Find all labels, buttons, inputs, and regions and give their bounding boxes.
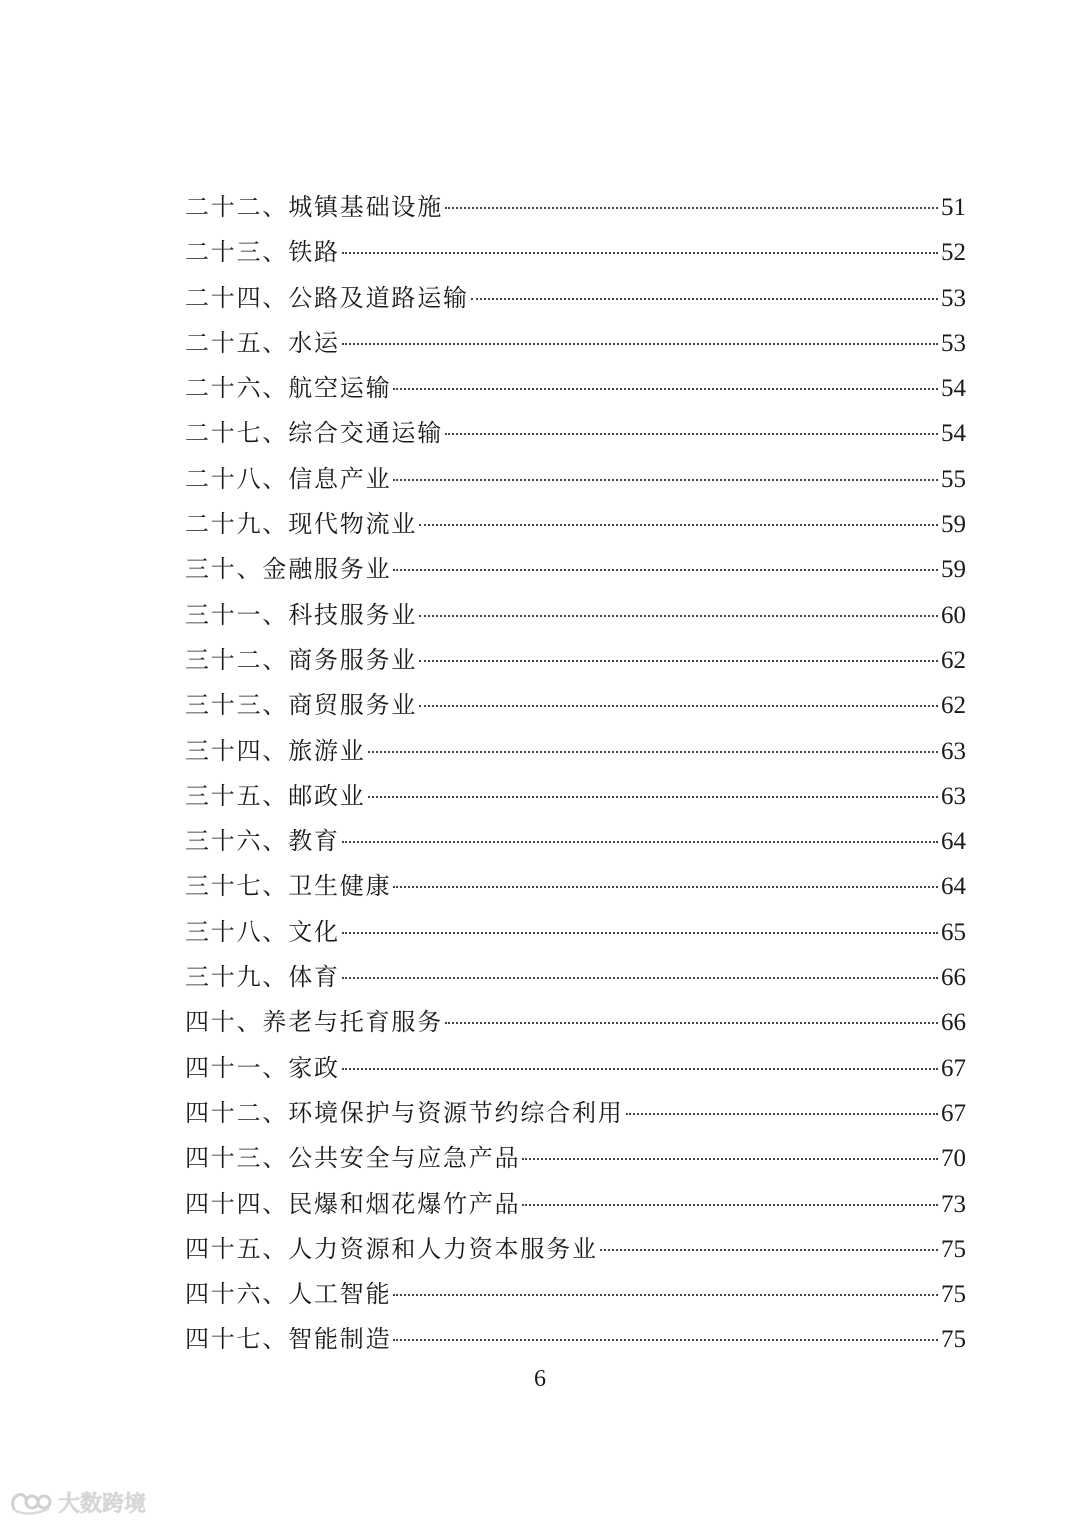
toc-leader-dots: [342, 1068, 938, 1070]
toc-entry-title: 四十三、公共安全与应急产品: [185, 1144, 521, 1173]
toc-leader-dots: [393, 479, 938, 481]
toc-entry-title: 三十七、卫生健康: [185, 872, 392, 901]
toc-entry[interactable]: [185, 1091, 966, 1136]
toc-entry-title: 三十三、商贸服务业: [185, 691, 418, 720]
toc-leader-dots: [393, 569, 938, 571]
toc-leader-dots: [393, 1294, 938, 1296]
toc-entry-page: 51: [941, 194, 966, 221]
toc-entry-title: 四十四、民爆和烟花爆竹产品: [185, 1189, 521, 1218]
toc-entry[interactable]: [185, 276, 966, 321]
toc-entry[interactable]: [185, 955, 966, 1000]
toc-entry[interactable]: [185, 1317, 966, 1362]
toc-leader-dots: [626, 1113, 938, 1115]
toc-entry-page: 67: [941, 1099, 966, 1127]
toc-entry-page: 62: [941, 646, 966, 674]
toc-entry-page: 52: [941, 239, 966, 267]
toc-leader-dots: [342, 343, 938, 345]
toc-entry-page: 63: [941, 782, 966, 810]
toc-entry[interactable]: [185, 1227, 966, 1272]
toc-entry-page: 54: [941, 375, 966, 403]
toc-entry[interactable]: [185, 1000, 966, 1045]
toc-entry-title: 四十五、人力资源和人力资本服务业: [185, 1234, 598, 1263]
toc-entry-title: 二十五、水运: [185, 328, 340, 357]
toc-entry-title: 三十一、科技服务业: [185, 600, 418, 629]
toc-leader-dots: [393, 388, 938, 390]
toc-leader-dots: [393, 1339, 938, 1341]
toc-leader-dots: [393, 886, 938, 888]
toc-entry-title: 四十、养老与托育服务: [185, 1008, 443, 1037]
toc-entry-title: 四十七、智能制造: [185, 1325, 392, 1354]
toc-leader-dots: [522, 1158, 938, 1160]
toc-entry[interactable]: [185, 1182, 966, 1227]
toc-entry[interactable]: [185, 502, 966, 547]
toc-leader-dots: [445, 433, 938, 435]
toc-leader-dots: [600, 1249, 938, 1251]
toc-entry[interactable]: [185, 366, 966, 411]
toc-leader-dots: [522, 1204, 938, 1206]
toc-leader-dots: [368, 796, 938, 798]
toc-leader-dots: [445, 207, 938, 209]
toc-entry[interactable]: [185, 593, 966, 638]
toc-entry-page: 65: [941, 918, 966, 946]
toc-entry-title: 二十九、现代物流业: [185, 510, 418, 539]
toc-leader-dots: [368, 751, 938, 753]
toc-entry-page: 54: [941, 420, 966, 448]
toc-entry[interactable]: [185, 1046, 966, 1091]
toc-entry[interactable]: [185, 774, 966, 819]
toc-entry[interactable]: [185, 230, 966, 275]
toc-leader-dots: [419, 705, 938, 707]
toc-entry[interactable]: [185, 729, 966, 774]
toc-leader-dots: [342, 977, 938, 979]
toc-leader-dots: [342, 932, 938, 934]
toc-entry-page: 62: [941, 692, 966, 720]
toc-leader-dots: [445, 1022, 938, 1024]
toc-entry-page: 60: [941, 601, 966, 629]
page-number: 6: [534, 1366, 546, 1392]
toc-entry-title: 四十六、人工智能: [185, 1280, 392, 1309]
toc-entry-title: 三十六、教育: [185, 827, 340, 856]
toc-entry[interactable]: [185, 819, 966, 864]
toc-entry-title: 二十七、综合交通运输: [185, 419, 443, 448]
toc-entry-title: 三十、金融服务业: [185, 555, 392, 584]
toc-leader-dots: [342, 841, 938, 843]
toc-entry-page: 75: [941, 1326, 966, 1354]
toc-entry[interactable]: [185, 638, 966, 683]
toc-leader-dots: [471, 298, 938, 300]
toc-entry-page: 67: [941, 1054, 966, 1082]
toc-entry-page: 64: [941, 828, 966, 856]
toc-entry-page: 66: [941, 964, 966, 992]
toc-leader-dots: [419, 524, 938, 526]
toc-entry-page: 53: [941, 329, 966, 357]
toc-leader-dots: [419, 660, 938, 662]
toc-entry-title: 二十三、铁路: [185, 238, 340, 267]
toc-entry-title: 三十九、体育: [185, 963, 340, 992]
toc-entry-title: 三十五、邮政业: [185, 781, 366, 810]
toc-entry[interactable]: [185, 411, 966, 456]
toc-entry[interactable]: [185, 1272, 966, 1317]
toc-leader-dots: [419, 615, 938, 617]
toc-entry[interactable]: [185, 683, 966, 728]
toc-entry-title: 四十二、环境保护与资源节约综合利用: [185, 1098, 624, 1127]
toc-entry-title: 二十六、航空运输: [185, 374, 392, 403]
toc-entry-title: 三十八、文化: [185, 917, 340, 946]
toc-entry[interactable]: [185, 910, 966, 955]
logo-icon: [8, 1489, 54, 1517]
toc-entry-page: 64: [941, 873, 966, 901]
toc-entry-title: 二十四、公路及道路运输: [185, 283, 469, 312]
toc-entry[interactable]: [185, 185, 966, 230]
table-of-contents: [185, 185, 966, 1363]
toc-entry-page: 75: [941, 1235, 966, 1263]
toc-leader-dots: [342, 252, 938, 254]
toc-entry[interactable]: [185, 321, 966, 366]
toc-entry-title: 三十二、商务服务业: [185, 645, 418, 674]
toc-entry-page: 59: [941, 511, 966, 539]
toc-entry-page: 73: [941, 1190, 966, 1218]
toc-entry-title: 二十二、城镇基础设施: [185, 193, 443, 221]
toc-entry-page: 75: [941, 1281, 966, 1309]
toc-entry-page: 66: [941, 1009, 966, 1037]
watermark: [8, 1487, 146, 1518]
toc-entry-title: 二十八、信息产业: [185, 464, 392, 493]
toc-entry-page: 63: [941, 737, 966, 765]
toc-entry[interactable]: [185, 864, 966, 909]
toc-entry[interactable]: [185, 1136, 966, 1181]
toc-entry-page: 59: [941, 556, 966, 584]
toc-entry-title: 四十一、家政: [185, 1053, 340, 1082]
toc-entry-title: 三十四、旅游业: [185, 736, 366, 765]
toc-entry[interactable]: [185, 547, 966, 592]
toc-entry-page: 53: [941, 284, 966, 312]
toc-entry-page: 70: [941, 1145, 966, 1173]
toc-entry[interactable]: [185, 457, 966, 502]
toc-entry-page: 55: [941, 465, 966, 493]
watermark-text: 大数跨境: [58, 1492, 147, 1517]
